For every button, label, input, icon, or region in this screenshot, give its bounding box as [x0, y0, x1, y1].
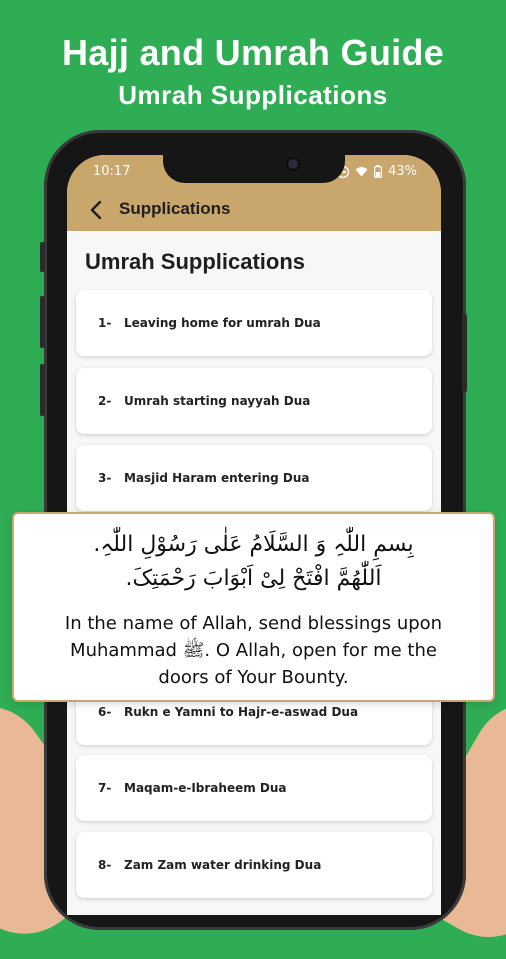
wifi-icon: [355, 166, 368, 177]
battery-percent: 43%: [388, 164, 417, 179]
item-label: Zam Zam water drinking Dua: [124, 858, 322, 872]
status-time: 10:17: [93, 164, 131, 179]
item-number: 1-: [98, 316, 112, 330]
arabic-dua: [14, 528, 493, 596]
phone-side-button: [40, 242, 45, 272]
camera-icon: [288, 159, 298, 169]
arabic-line-2: اَللّٰھُمَّ افْتَحْ لِیْ اَبْوَابَ رَحْمَتِکَ.: [125, 566, 382, 591]
item-label: Umrah starting nayyah Dua: [124, 394, 311, 408]
item-label: Rukn e Yamni to Hajr-e-aswad Dua: [124, 705, 359, 719]
list-item[interactable]: [76, 368, 432, 434]
list-item[interactable]: [76, 445, 432, 511]
app-bar: [67, 189, 441, 231]
status-icons: [337, 164, 417, 179]
item-number: 6-: [98, 705, 112, 719]
item-number: 8-: [98, 858, 112, 872]
item-number: 3-: [98, 471, 112, 485]
phone-volume-up: [40, 296, 45, 348]
section-title: Umrah Supplications: [85, 249, 306, 274]
item-label: Leaving home for umrah Dua: [124, 316, 321, 330]
list-item[interactable]: [76, 290, 432, 356]
item-number: 7-: [98, 781, 112, 795]
promo-subtitle: Umrah Supplications: [118, 80, 388, 110]
phone-power-button: [462, 314, 467, 392]
arabic-line-1: بِسمِ اللّٰہِ وَ السَّلَامُ عَلٰی رَسُوْلِ اللّٰہِ.: [93, 532, 414, 557]
promo-title: Hajj and Umrah Guide: [61, 32, 445, 73]
dua-popup-card: [12, 512, 495, 702]
dua-translation: In the name of Allah, send blessings upon Muhammad ﷺ. O Allah, open for me the doors of Your Bounty.: [64, 613, 443, 688]
battery-icon: [374, 165, 382, 178]
item-label: Maqam-e-Ibraheem Dua: [124, 781, 287, 795]
back-arrow-icon[interactable]: [85, 198, 109, 222]
list-item[interactable]: [76, 755, 432, 821]
phone-notch: [163, 155, 345, 183]
app-bar-title: Supplications: [119, 199, 231, 218]
phone-volume-down: [40, 364, 45, 416]
item-number: 2-: [98, 394, 112, 408]
list-item[interactable]: [76, 832, 432, 898]
item-label: Masjid Haram entering Dua: [124, 471, 310, 485]
